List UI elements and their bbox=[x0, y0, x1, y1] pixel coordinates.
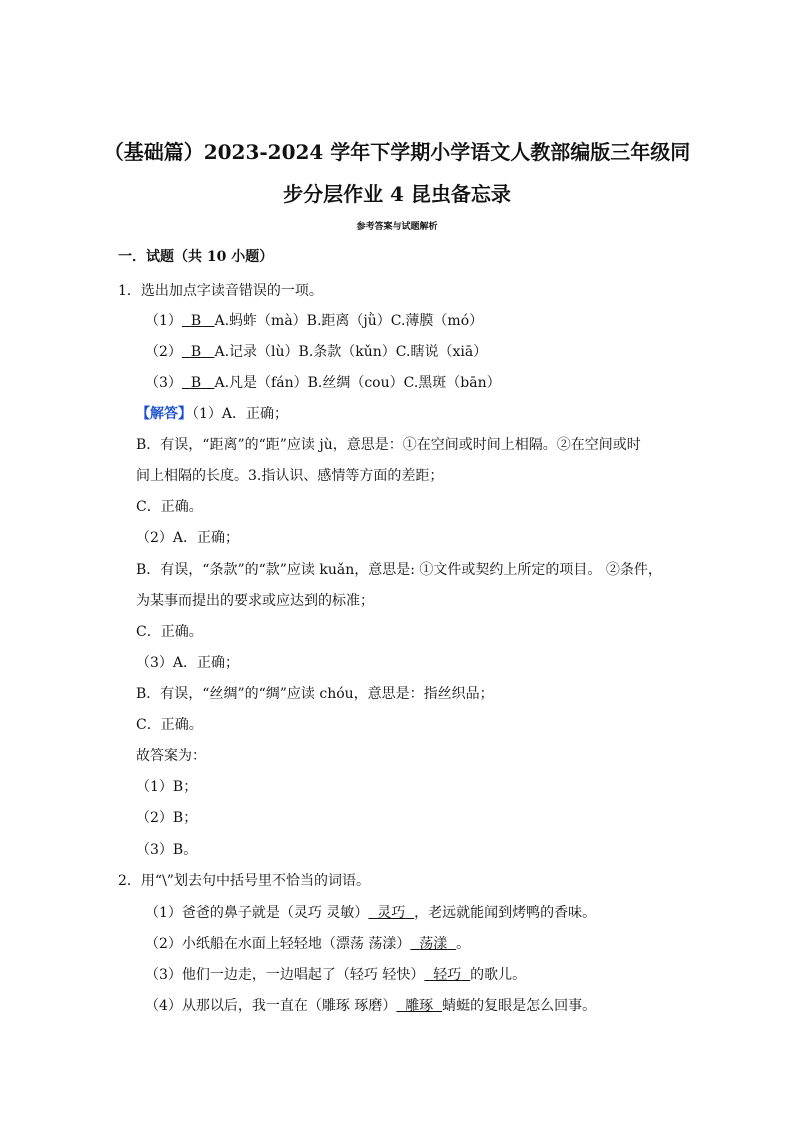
analysis-line-3: 间上相隔的长度。3.指认识、感情等方面的差距； bbox=[136, 468, 444, 484]
question-1-item-2 bbox=[145, 342, 487, 362]
item-number: （3） bbox=[145, 375, 182, 391]
analysis-line-10: B．有误，“丝绸”的“绸”应读 chóu，意思是：指丝织品； bbox=[136, 686, 494, 702]
answer-blank: 轻巧 bbox=[433, 967, 462, 983]
answer-blank: B bbox=[190, 344, 202, 360]
question-2-item-4: （4）从那以后，我一直在（雕琢 琢磨） 雕琢 蜻蜓的复眼是怎么回事。 bbox=[145, 998, 597, 1014]
item-text: A.记录（lù）B.条款（kǔn）C.瞎说（xiā） bbox=[214, 344, 488, 360]
analysis-line-5: （2）A．正确； bbox=[136, 530, 240, 546]
answer-blank: 雕琢 bbox=[405, 998, 434, 1014]
analysis-line-9: （3）A．正确； bbox=[136, 655, 240, 671]
analysis-line-1: 【解答】（1）A．正确； bbox=[136, 406, 289, 422]
analysis-line-7: 为某事而提出的要求或应达到的标准； bbox=[136, 593, 374, 609]
question-1-item-1 bbox=[145, 311, 483, 331]
section-heading: 一．试题（共 10 小题） bbox=[118, 249, 274, 265]
item-number: （2） bbox=[145, 344, 182, 360]
question-1-stem: 1．选出加点字读音错误的一项。 bbox=[118, 283, 323, 299]
analysis-line-4: C．正确。 bbox=[136, 499, 203, 515]
document-title-line-2: 步分层作业 4 昆虫备忘录 bbox=[283, 182, 511, 206]
analysis-line-6: B．有误，“条款”的“款”应读 kuǎn，意思是: ①文件或契约上所定的项目。 ②条件， bbox=[136, 562, 662, 578]
analysis-line-13: （1）B； bbox=[136, 779, 198, 795]
answer-blank: B bbox=[190, 313, 202, 329]
analysis-line-14: （2）B； bbox=[136, 810, 198, 826]
answer-blank: 荡漾 bbox=[419, 936, 448, 952]
analysis-line-2: B．有误，“距离”的“距”应读 jù，意思是：①在空间或时间上相隔。②在空间或时 bbox=[136, 437, 641, 453]
jieda-label: 【解答】 bbox=[136, 406, 192, 422]
document-title-line-1: （基础篇）2023-2024 学年下学期小学语文人教部编版三年级同 bbox=[103, 140, 691, 164]
item-number: （1） bbox=[145, 313, 182, 329]
answer-blank: 灵巧 bbox=[377, 905, 406, 921]
item-text: A.蚂蚱（mà）B.距离（jǜ）C.薄膜（mó） bbox=[214, 313, 484, 329]
analysis-line-12: 故答案为： bbox=[136, 748, 206, 764]
document-subtitle: 参考答案与试题解析 bbox=[356, 222, 438, 232]
analysis-line-15: （3）B。 bbox=[136, 842, 198, 858]
question-2-stem: 2．用“\”划去句中括号里不恰当的词语。 bbox=[118, 873, 370, 889]
item-text: A.凡是（fán）B.丝绸（cou）C.黑斑（bān） bbox=[214, 375, 501, 391]
question-2-item-1: （1）爸爸的鼻子就是（灵巧 灵敏） 灵巧 ，老远就能闻到烤鸭的香味。 bbox=[145, 905, 597, 921]
question-1-item-3 bbox=[145, 373, 501, 393]
analysis-line-11: C．正确。 bbox=[136, 717, 203, 733]
answer-blank: B bbox=[190, 375, 202, 391]
question-2-item-2: （2）小纸船在水面上轻轻地（漂荡 荡漾） 荡漾 。 bbox=[145, 936, 471, 952]
analysis-line-8: C．正确。 bbox=[136, 624, 203, 640]
question-2-item-3: （3）他们一边走，一边唱起了（轻巧 轻快） 轻巧 的歌儿。 bbox=[145, 967, 527, 983]
